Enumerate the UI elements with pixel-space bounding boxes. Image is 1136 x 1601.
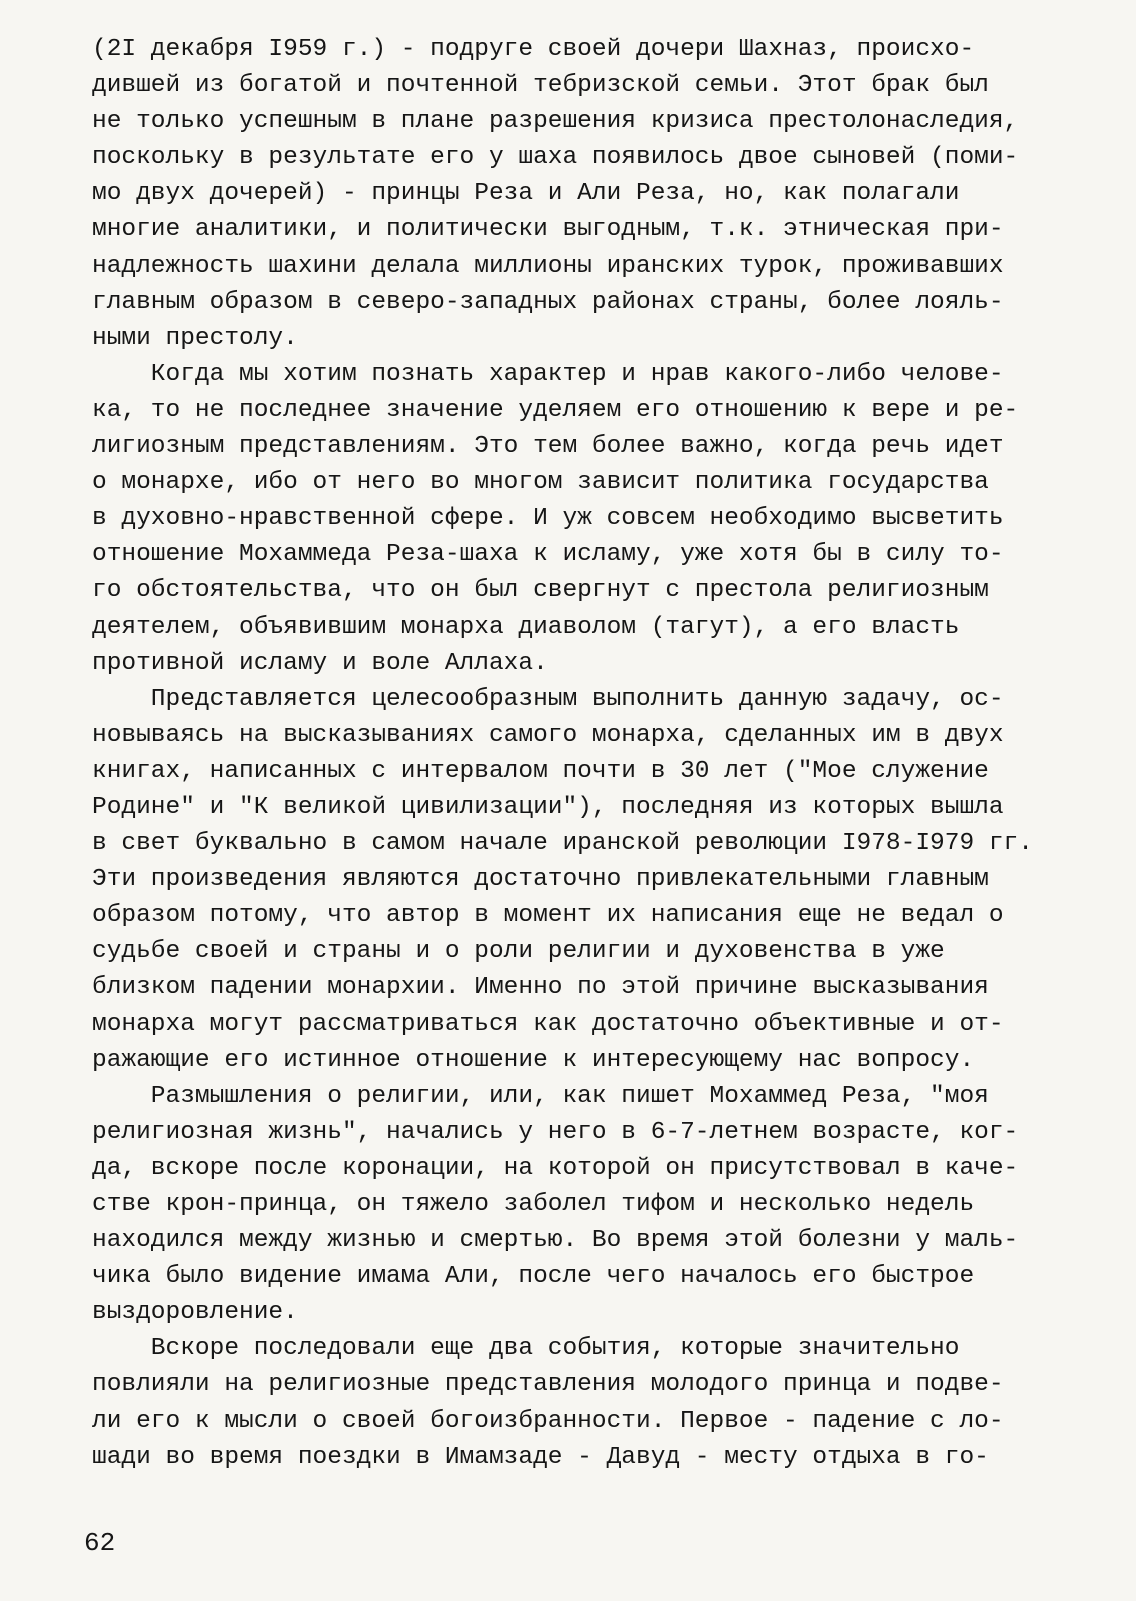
text-line: в свет буквально в самом начале иранской революции I978-I979 гг. <box>92 830 1033 858</box>
text-line: Родине" и "К великой цивилизации"), последняя из которых вышла <box>92 793 1004 821</box>
text-line: Эти произведения являются достаточно привлекательными главным <box>92 866 989 894</box>
text-line: судьбе своей и страны и о роли религии и духовенства в уже <box>92 938 945 966</box>
text-line: главным образом в северо-западных районах страны, более лояль- <box>92 288 1004 316</box>
text-line: надлежность шахини делала миллионы иранских турок, проживавших <box>92 252 1004 280</box>
page-number: 62 <box>84 1528 116 1558</box>
text-line: противной исламу и воле Аллаха. <box>92 649 548 677</box>
text-line: ражающие его истинное отношение к интересующему нас вопросу. <box>92 1046 975 1074</box>
text-line: не только успешным в плане разрешения кризиса престолонаследия, <box>92 108 1019 136</box>
text-line: Когда мы хотим познать характер и нрав какого-либо челове- <box>92 360 1004 388</box>
text-line: новываясь на высказываниях самого монарха, сделанных им в двух <box>92 721 1004 749</box>
text-line: лигиозным представлениям. Это тем более важно, когда речь идет <box>92 433 1004 461</box>
text-line: Вскоре последовали еще два события, которые значительно <box>92 1335 960 1363</box>
text-line: шади во время поездки в Имамзаде - Давуд - месту отдыха в го- <box>92 1443 989 1471</box>
text-line: выздоровление. <box>92 1299 298 1327</box>
text-line: чика было видение имама Али, после чего началось его быстрое <box>92 1263 975 1291</box>
text-line: повлияли на религиозные представления молодого принца и подве- <box>92 1371 1004 1399</box>
text-line: ка, то не последнее значение уделяем его отношению к вере и ре- <box>92 396 1019 424</box>
text-line: отношение Мохаммеда Реза-шаха к исламу, уже хотя бы в силу то- <box>92 541 1004 569</box>
text-line: религиозная жизнь", начались у него в 6-7-летнем возрасте, ког- <box>92 1118 1019 1146</box>
text-line: Представляется целесообразным выполнить данную задачу, ос- <box>92 685 1004 713</box>
text-line: образом потому, что автор в момент их написания еще не ведал о <box>92 902 1004 930</box>
text-line: мо двух дочерей) - принцы Реза и Али Реза, но, как полагали <box>92 180 960 208</box>
body-text <box>92 32 1062 1476</box>
text-line: о монархе, ибо от него во многом зависит политика государства <box>92 469 989 497</box>
text-line: близком падении монархии. Именно по этой причине высказывания <box>92 974 989 1002</box>
text-line: да, вскоре после коронации, на которой он присутствовал в каче- <box>92 1154 1019 1182</box>
text-line: монарха могут рассматриваться как достаточно объективные и от- <box>92 1010 1004 1038</box>
text-line: находился между жизнью и смертью. Во время этой болезни у маль- <box>92 1227 1019 1255</box>
text-line: Размышления о религии, или, как пишет Мохаммед Реза, "моя <box>92 1082 989 1110</box>
text-line: поскольку в результате его у шаха появилось двое сыновей (поми- <box>92 144 1019 172</box>
text-line: (2I декабря I959 г.) - подруге своей дочери Шахназ, происхо- <box>92 36 975 63</box>
text-line: многие аналитики, и политически выгодным, т.к. этническая при- <box>92 216 1004 244</box>
text-line: ли его к мысли о своей богоизбранности. Первое - падение с ло- <box>92 1407 1004 1435</box>
text-line: го обстоятельства, что он был свергнут с престола религиозным <box>92 577 989 605</box>
text-line: дившей из богатой и почтенной тебризской семьи. Этот брак был <box>92 72 989 100</box>
text-line: ными престолу. <box>92 324 298 352</box>
text-line: стве крон-принца, он тяжело заболел тифом и несколько недель <box>92 1191 975 1218</box>
text-line: книгах, написанных с интервалом почти в 30 лет ("Мое служение <box>92 757 989 785</box>
text-line: деятелем, объявившим монарха диаволом (тагут), а его власть <box>92 613 960 641</box>
text-line: в духовно-нравственной сфере. И уж совсем необходимо высветить <box>92 505 1004 533</box>
